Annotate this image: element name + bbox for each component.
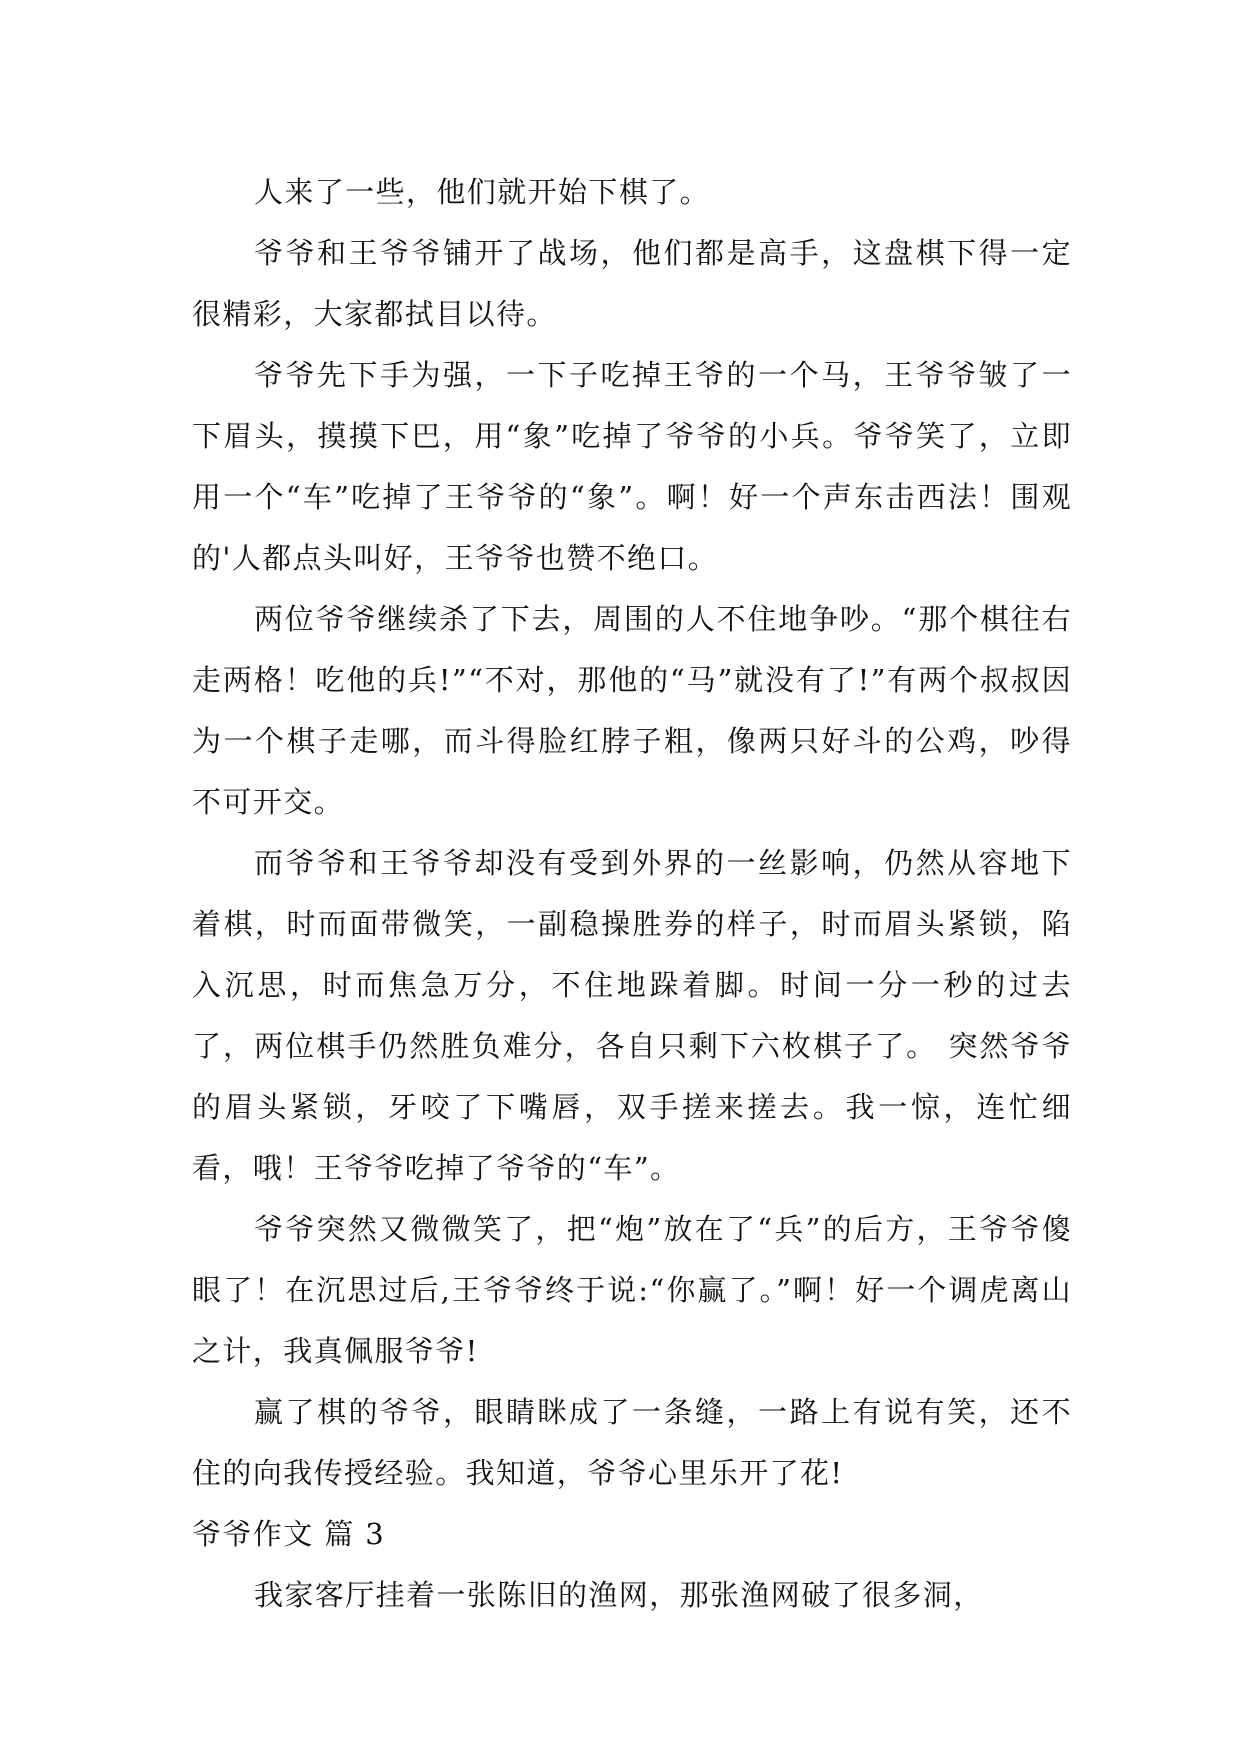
paragraph-3: 爷爷先下手为强，一下子吃掉王爷的一个马，王爷爷皱了一下眉头，摸摸下巴，用“象”吃掉了爷爷的小兵。爷爷笑了，立即用一个“车”吃掉了王爷爷的“象”。啊！好一个声东击西法！围观的'人都点头叫好，王爷爷也赞不绝口。	[192, 358, 1072, 575]
paragraph-8: 我家客厅挂着一张陈旧的渔网，那张渔网破了很多洞，	[254, 1578, 984, 1612]
paragraph-5: 而爷爷和王爷爷却没有受到外界的一丝影响，仍然从容地下着棋，时而面带微笑，一副稳操胜券的样子，时而眉头紧锁，陷入沉思，时而焦急万分，不住地跺着脚。时间一分一秒的过去了，两位棋手仍然胜负难分，各自只剩下六枚棋子了。 突然爷爷的眉头紧锁，牙咬了下嘴唇，双手搓来搓去。我一惊，连忙细看，哦！王爷爷吃掉了爷爷的“车”。	[192, 846, 1072, 1185]
paragraph-1: 人来了一些，他们就开始下棋了。	[254, 175, 711, 209]
paragraph-2: 爷爷和王爷爷铺开了战场，他们都是高手，这盘棋下得一定很精彩，大家都拭目以待。	[192, 236, 1072, 331]
paragraph-4: 两位爷爷继续杀了下去，周围的人不住地争吵。“那个棋往右走两格！吃他的兵!”“不对，那他的“马”就没有了!”有两个叔叔因为一个棋子走哪，而斗得脸红脖子粗，像两只好斗的公鸡，吵得不可开交。	[192, 602, 1072, 819]
document-body	[192, 162, 1072, 1626]
paragraph-7: 赢了棋的爷爷，眼睛眯成了一条缝，一路上有说有笑，还不住的向我传授经验。我知道，爷爷心里乐开了花!	[192, 1395, 1072, 1490]
section-heading: 爷爷作文 篇 3	[192, 1517, 386, 1551]
paragraph-6: 爷爷突然又微微笑了，把“炮”放在了“兵”的后方，王爷爷傻眼了！在沉思过后,王爷爷终于说:“你赢了。”啊！好一个调虎离山之计，我真佩服爷爷!	[192, 1212, 1072, 1368]
